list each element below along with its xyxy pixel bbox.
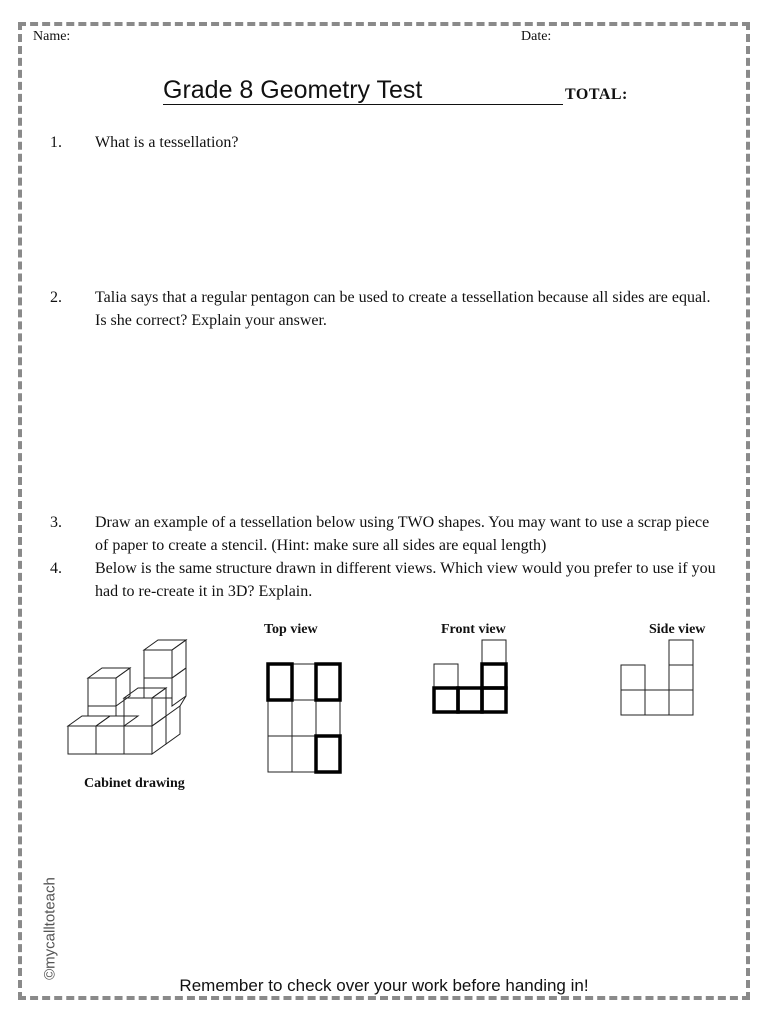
side-view-drawing bbox=[617, 638, 697, 720]
side-view-label: Side view bbox=[649, 622, 706, 637]
cabinet-drawing bbox=[60, 636, 190, 761]
title-underline bbox=[163, 104, 563, 105]
name-label: Name: bbox=[33, 29, 71, 44]
date-label: Date: bbox=[521, 29, 552, 44]
front-view-label: Front view bbox=[441, 622, 506, 637]
question-1-text: What is a tessellation? bbox=[95, 134, 239, 151]
question-3-number: 3. bbox=[50, 514, 62, 531]
watermark: ©mycalltoteach bbox=[41, 877, 59, 980]
total-label: TOTAL: bbox=[565, 86, 628, 103]
front-view-drawing bbox=[430, 638, 512, 718]
question-4-number: 4. bbox=[50, 560, 62, 577]
top-view-label: Top view bbox=[264, 622, 318, 637]
question-2-number: 2. bbox=[50, 289, 62, 306]
question-2-text: Talia says that a regular pentagon can be used to create a tessellation because all sides are equal. Is she correct? Explain your answer. bbox=[95, 289, 711, 329]
question-4-text: Below is the same structure drawn in different views. Which view would you prefer to use if you had to re-create it in 3D? Explain. bbox=[95, 560, 716, 600]
page-title: Grade 8 Geometry Test bbox=[163, 76, 423, 104]
question-3-text: Draw an example of a tessellation below using TWO shapes. You may want to use a scrap piece of paper to create a stencil. (Hint: make sure all sides are equal length) bbox=[95, 514, 710, 554]
footer-reminder: Remember to check over your work before handing in! bbox=[179, 976, 589, 995]
top-view-drawing bbox=[264, 660, 346, 776]
cabinet-drawing-label: Cabinet drawing bbox=[84, 776, 185, 791]
question-1-number: 1. bbox=[50, 134, 62, 151]
